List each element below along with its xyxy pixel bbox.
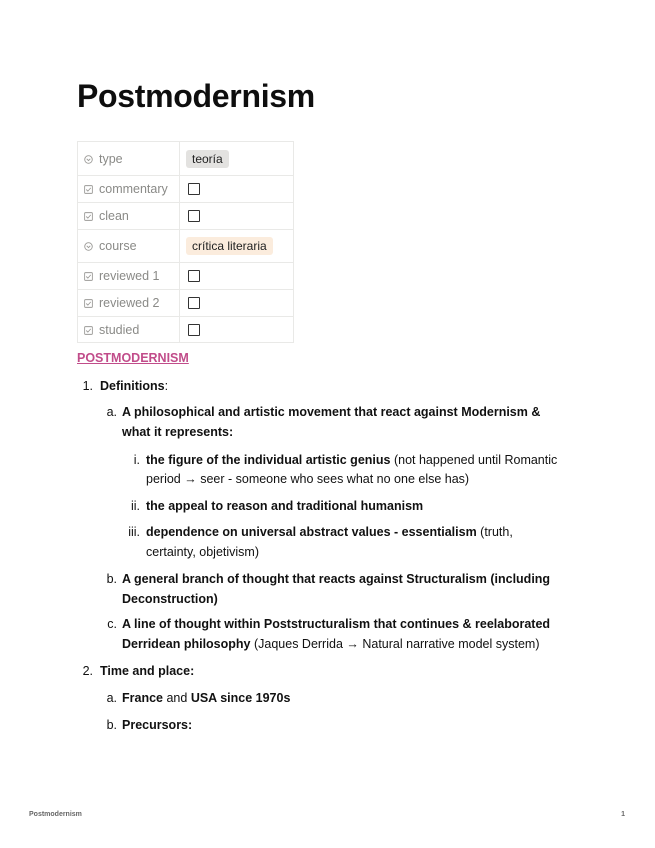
list-marker: 1. xyxy=(82,379,93,393)
properties-table xyxy=(77,141,294,343)
property-row-type xyxy=(78,142,294,176)
property-label: course xyxy=(99,239,137,253)
list-item-definitions: Definitions: xyxy=(100,379,169,393)
course-tag[interactable]: crítica literaria xyxy=(186,237,273,255)
studied-checkbox[interactable] xyxy=(188,324,200,336)
commentary-checkbox[interactable] xyxy=(188,183,200,195)
list-marker: iii. xyxy=(128,525,140,539)
list-marker: a. xyxy=(106,691,117,705)
list-item: A line of thought within Poststructuralism that continues & reelaborated xyxy=(122,617,551,631)
list-item: the figure of the individual artistic genius (not happened until Romantic xyxy=(146,453,558,467)
list-item-continuation: Deconstruction) xyxy=(122,592,218,606)
list-item: A general branch of thought that reacts against Structuralism (including xyxy=(122,572,551,586)
checkbox-property-icon xyxy=(84,272,93,281)
list-item: France and USA since 1970s xyxy=(122,691,291,705)
section-heading-link[interactable]: POSTMODERNISM xyxy=(77,351,189,365)
property-row-studied xyxy=(78,317,294,343)
select-icon xyxy=(84,242,93,251)
clean-checkbox[interactable] xyxy=(188,210,200,222)
list-item: the appeal to reason and traditional humanism xyxy=(146,499,424,513)
list-marker: ii. xyxy=(130,499,140,513)
checkbox-property-icon xyxy=(84,212,93,221)
page-title: Postmodernism xyxy=(77,78,315,114)
footer-title: Postmodernism xyxy=(29,811,82,818)
list-item-continuation: period → seer - someone who sees what no one else has) xyxy=(146,472,470,486)
checkbox-property-icon xyxy=(84,326,93,335)
reviewed-1-checkbox[interactable] xyxy=(188,270,200,282)
list-item: Precursors: xyxy=(122,718,193,732)
property-row-reviewed-2 xyxy=(78,290,294,317)
reviewed-2-checkbox[interactable] xyxy=(188,297,200,309)
list-item: A philosophical and artistic movement that react against Modernism & xyxy=(122,405,541,419)
checkbox-property-icon xyxy=(84,185,93,194)
list-item-time-and-place: Time and place: xyxy=(100,664,195,678)
property-label: reviewed 1 xyxy=(99,269,160,283)
property-label: clean xyxy=(99,209,129,223)
property-row-clean xyxy=(78,203,294,230)
property-label: type xyxy=(99,151,123,166)
checkbox-property-icon xyxy=(84,299,93,308)
list-marker: a. xyxy=(106,405,117,419)
list-item-continuation: certainty, objetivism) xyxy=(146,545,259,559)
list-marker: b. xyxy=(106,572,117,586)
footer-page-number: 1 xyxy=(621,811,625,818)
list-item-continuation: what it represents: xyxy=(122,425,234,439)
list-marker: b. xyxy=(106,718,117,732)
select-icon xyxy=(84,155,93,164)
list-marker: i. xyxy=(133,453,140,467)
property-label: studied xyxy=(99,322,140,337)
property-row-reviewed-1 xyxy=(78,263,294,290)
property-row-commentary xyxy=(78,176,294,203)
list-item: dependence on universal abstract values - essentialism (truth, xyxy=(146,525,513,539)
property-row-course xyxy=(78,230,294,263)
list-marker: 2. xyxy=(82,664,93,678)
list-item-continuation: Derridean philosophy (Jaques Derrida → Natural narrative model system) xyxy=(122,637,540,651)
list-marker: c. xyxy=(107,617,117,631)
property-label: reviewed 2 xyxy=(99,296,160,310)
property-label: commentary xyxy=(99,182,168,196)
type-tag[interactable]: teoría xyxy=(186,150,229,168)
